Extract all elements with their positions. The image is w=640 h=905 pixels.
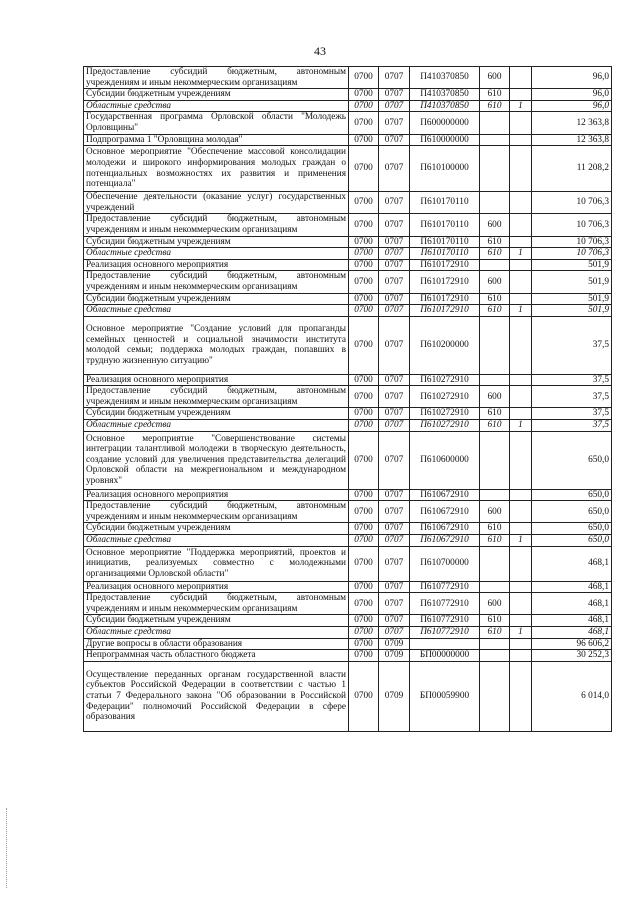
row-funding-source: 1	[510, 627, 532, 639]
row-section: 0700	[349, 214, 379, 236]
row-name: Реализация основного мероприятия	[84, 581, 349, 593]
row-expense-type	[480, 638, 510, 650]
table-row	[84, 214, 612, 236]
row-name: Основное мероприятие "Обеспечение массовой консолидации молодежи и широкого информирования молодых граждан о потенциальных возможностях их развития и применения потенциала"	[84, 146, 349, 192]
table-row	[84, 112, 612, 134]
row-subsection: 0707	[379, 100, 410, 112]
row-section: 0700	[349, 431, 379, 489]
row-amount: 650,0	[532, 523, 612, 535]
table-row	[84, 192, 612, 214]
row-target-article: П610172910	[410, 259, 480, 271]
row-expense-type	[480, 316, 510, 374]
table-row	[84, 489, 612, 501]
row-subsection: 0707	[379, 259, 410, 271]
row-name: Государственная программа Орловской области "Молодежь Орловщины"	[84, 112, 349, 134]
row-name: Областные средства	[84, 100, 349, 112]
table-row	[84, 316, 612, 374]
row-expense-type	[480, 489, 510, 501]
row-subsection: 0707	[379, 386, 410, 408]
row-section: 0700	[349, 650, 379, 662]
row-funding-source	[510, 259, 532, 271]
row-target-article: П610672910	[410, 489, 480, 501]
row-funding-source	[510, 236, 532, 248]
row-subsection: 0707	[379, 305, 410, 317]
row-name: Обеспечение деятельности (оказание услуг) государственных учреждений	[84, 192, 349, 214]
row-amount: 501,9	[532, 271, 612, 293]
row-expense-type: 600	[480, 593, 510, 615]
table-row	[84, 535, 612, 547]
row-target-article: П610170110	[410, 192, 480, 214]
row-funding-source: 1	[510, 100, 532, 112]
row-expense-type: 610	[480, 305, 510, 317]
row-amount: 468,1	[532, 593, 612, 615]
row-target-article: П410370850	[410, 100, 480, 112]
row-name: Областные средства	[84, 248, 349, 260]
row-funding-source	[510, 431, 532, 489]
table-row	[84, 374, 612, 386]
row-funding-source: 1	[510, 248, 532, 260]
row-subsection: 0707	[379, 501, 410, 523]
row-name: Областные средства	[84, 535, 349, 547]
row-target-article: П610772910	[410, 581, 480, 593]
table-row	[84, 408, 612, 420]
row-expense-type: 610	[480, 420, 510, 432]
table-row	[84, 615, 612, 627]
row-name: Другие вопросы в области образования	[84, 638, 349, 650]
row-amount: 11 208,2	[532, 146, 612, 192]
row-name: Предоставление субсидий бюджетным, автономным учреждениям и иным некоммерческим организациям	[84, 271, 349, 293]
row-target-article: П610000000	[410, 134, 480, 146]
row-section: 0700	[349, 408, 379, 420]
row-funding-source	[510, 523, 532, 535]
table-row	[84, 523, 612, 535]
margin-dots	[6, 808, 9, 888]
row-subsection: 0707	[379, 134, 410, 146]
row-expense-type	[480, 259, 510, 271]
page-number: 43	[314, 44, 326, 58]
row-section: 0700	[349, 615, 379, 627]
row-subsection: 0707	[379, 293, 410, 305]
row-section: 0700	[349, 546, 379, 581]
row-funding-source	[510, 89, 532, 101]
row-subsection: 0707	[379, 89, 410, 101]
row-target-article: П610672910	[410, 535, 480, 547]
row-subsection: 0707	[379, 316, 410, 374]
row-target-article: П610172910	[410, 305, 480, 317]
row-amount: 37,5	[532, 316, 612, 374]
row-expense-type: 610	[480, 408, 510, 420]
row-subsection: 0709	[379, 661, 410, 731]
row-section: 0700	[349, 100, 379, 112]
row-name: Предоставление субсидий бюджетным, автономным учреждениям и иным некоммерческим организациям	[84, 593, 349, 615]
row-amount: 650,0	[532, 501, 612, 523]
row-funding-source	[510, 593, 532, 615]
row-expense-type	[480, 374, 510, 386]
row-name: Непрограммная часть областного бюджета	[84, 650, 349, 662]
row-funding-source	[510, 134, 532, 146]
table-row	[84, 259, 612, 271]
row-expense-type: 610	[480, 627, 510, 639]
row-name: Субсидии бюджетным учреждениям	[84, 89, 349, 101]
table-row	[84, 248, 612, 260]
row-expense-type: 610	[480, 523, 510, 535]
table-row	[84, 67, 612, 89]
row-name: Реализация основного мероприятия	[84, 489, 349, 501]
row-name: Субсидии бюджетным учреждениям	[84, 615, 349, 627]
row-expense-type: 610	[480, 535, 510, 547]
row-expense-type: 600	[480, 501, 510, 523]
row-subsection: 0707	[379, 489, 410, 501]
row-funding-source	[510, 374, 532, 386]
row-target-article: П610100000	[410, 146, 480, 192]
row-amount: 501,9	[532, 293, 612, 305]
row-expense-type	[480, 650, 510, 662]
row-subsection: 0707	[379, 271, 410, 293]
row-target-article: П610170110	[410, 236, 480, 248]
row-target-article: П610170110	[410, 214, 480, 236]
row-target-article: П610272910	[410, 374, 480, 386]
row-target-article: П410370850	[410, 89, 480, 101]
table-row	[84, 146, 612, 192]
row-section: 0700	[349, 420, 379, 432]
row-amount: 37,5	[532, 420, 612, 432]
row-amount: 501,9	[532, 259, 612, 271]
row-subsection: 0707	[379, 112, 410, 134]
row-expense-type: 610	[480, 236, 510, 248]
table-row	[84, 501, 612, 523]
row-funding-source	[510, 501, 532, 523]
row-section: 0700	[349, 501, 379, 523]
row-target-article: П610672910	[410, 523, 480, 535]
row-target-article: П610172910	[410, 293, 480, 305]
row-target-article: П610772910	[410, 627, 480, 639]
row-subsection: 0707	[379, 248, 410, 260]
row-name: Предоставление субсидий бюджетным, автономным учреждениям и иным некоммерческим организациям	[84, 67, 349, 89]
row-section: 0700	[349, 386, 379, 408]
row-name: Субсидии бюджетным учреждениям	[84, 293, 349, 305]
row-amount: 10 706,3	[532, 248, 612, 260]
row-expense-type: 610	[480, 248, 510, 260]
table-row	[84, 100, 612, 112]
row-expense-type: 610	[480, 615, 510, 627]
row-target-article: П610172910	[410, 271, 480, 293]
table-row	[84, 305, 612, 317]
row-section: 0700	[349, 535, 379, 547]
row-amount: 6 014,0	[532, 661, 612, 731]
row-section: 0700	[349, 293, 379, 305]
row-section: 0700	[349, 374, 379, 386]
row-name: Предоставление субсидий бюджетным, автономным учреждениям и иным некоммерческим организациям	[84, 214, 349, 236]
row-name: Областные средства	[84, 627, 349, 639]
row-expense-type	[480, 134, 510, 146]
row-funding-source: 1	[510, 420, 532, 432]
row-subsection: 0709	[379, 650, 410, 662]
row-name: Основное мероприятие "Совершенствование системы интеграции талантливой молодежи в творческую деятельность, создание условий для увеличения представительства делегаций Орловской области на межрегиональном и международном уровнях"	[84, 431, 349, 489]
row-target-article: П610772910	[410, 593, 480, 615]
row-expense-type	[480, 581, 510, 593]
table-row	[84, 431, 612, 489]
table-row	[84, 89, 612, 101]
row-amount: 468,1	[532, 581, 612, 593]
row-expense-type: 610	[480, 293, 510, 305]
row-funding-source	[510, 650, 532, 662]
row-target-article: П610272910	[410, 408, 480, 420]
row-name: Предоставление субсидий бюджетным, автономным учреждениям и иным некоммерческим организациям	[84, 501, 349, 523]
row-amount: 30 252,3	[532, 650, 612, 662]
row-funding-source	[510, 615, 532, 627]
row-target-article: П410370850	[410, 67, 480, 89]
row-section: 0700	[349, 146, 379, 192]
row-subsection: 0707	[379, 593, 410, 615]
row-funding-source	[510, 192, 532, 214]
row-section: 0700	[349, 134, 379, 146]
row-amount: 96,0	[532, 100, 612, 112]
row-name: Субсидии бюджетным учреждениям	[84, 236, 349, 248]
row-section: 0700	[349, 192, 379, 214]
row-section: 0700	[349, 67, 379, 89]
row-target-article: П610700000	[410, 546, 480, 581]
row-subsection: 0707	[379, 546, 410, 581]
table-row	[84, 271, 612, 293]
row-target-article: П610672910	[410, 501, 480, 523]
row-section: 0700	[349, 236, 379, 248]
row-section: 0700	[349, 523, 379, 535]
row-name: Основное мероприятие "Поддержка мероприятий, проектов и инициатив, реализуемых совместно с молодежными организациями Орловской области"	[84, 546, 349, 581]
row-subsection: 0707	[379, 431, 410, 489]
row-amount: 37,5	[532, 374, 612, 386]
row-target-article: П610272910	[410, 420, 480, 432]
table-row	[84, 236, 612, 248]
table-row	[84, 293, 612, 305]
table-row	[84, 386, 612, 408]
row-amount: 37,5	[532, 386, 612, 408]
row-section: 0700	[349, 661, 379, 731]
row-funding-source	[510, 67, 532, 89]
row-subsection: 0707	[379, 236, 410, 248]
budget-table	[83, 66, 612, 732]
row-section: 0700	[349, 89, 379, 101]
row-funding-source	[510, 214, 532, 236]
row-funding-source	[510, 489, 532, 501]
row-amount: 10 706,3	[532, 192, 612, 214]
row-target-article: П610272910	[410, 386, 480, 408]
row-funding-source	[510, 581, 532, 593]
row-section: 0700	[349, 593, 379, 615]
row-name: Субсидии бюджетным учреждениям	[84, 523, 349, 535]
row-section: 0700	[349, 248, 379, 260]
row-amount: 650,0	[532, 535, 612, 547]
row-subsection: 0707	[379, 420, 410, 432]
row-funding-source	[510, 293, 532, 305]
row-amount: 468,1	[532, 615, 612, 627]
row-funding-source	[510, 112, 532, 134]
row-amount: 12 363,8	[532, 112, 612, 134]
row-amount: 501,9	[532, 305, 612, 317]
row-target-article: П610170110	[410, 248, 480, 260]
row-name: Областные средства	[84, 420, 349, 432]
row-expense-type	[480, 661, 510, 731]
row-funding-source	[510, 271, 532, 293]
row-amount: 37,5	[532, 408, 612, 420]
row-subsection: 0707	[379, 67, 410, 89]
row-amount: 650,0	[532, 431, 612, 489]
row-name: Областные средства	[84, 305, 349, 317]
row-expense-type	[480, 112, 510, 134]
row-subsection: 0707	[379, 581, 410, 593]
table-row	[84, 134, 612, 146]
row-subsection: 0707	[379, 214, 410, 236]
row-expense-type	[480, 431, 510, 489]
row-amount: 10 706,3	[532, 214, 612, 236]
row-subsection: 0707	[379, 535, 410, 547]
row-subsection: 0707	[379, 192, 410, 214]
row-funding-source: 1	[510, 305, 532, 317]
row-section: 0700	[349, 271, 379, 293]
row-target-article: БП00059900	[410, 661, 480, 731]
table-row	[84, 420, 612, 432]
row-name: Основное мероприятие "Создание условий для пропаганды семейных ценностей и социальной значимости института молодой семьи; поддержка молодых граждан, попавших в трудную жизненную ситуацию"	[84, 316, 349, 374]
row-subsection: 0709	[379, 638, 410, 650]
table-row	[84, 593, 612, 615]
table-row	[84, 546, 612, 581]
row-funding-source	[510, 546, 532, 581]
row-name: Реализация основного мероприятия	[84, 374, 349, 386]
row-expense-type: 600	[480, 386, 510, 408]
row-funding-source	[510, 386, 532, 408]
table-row	[84, 627, 612, 639]
row-name: Субсидии бюджетным учреждениям	[84, 408, 349, 420]
row-name: Осуществление переданных органам государственной власти субъектов Российской Федерации в соответствии с частью 1 статьи 7 Федерального закона "Об образовании в Российской Федерации" полномочий Российской Федерации в сфере образования	[84, 661, 349, 731]
row-target-article: БП00000000	[410, 650, 480, 662]
row-funding-source	[510, 638, 532, 650]
row-amount: 12 363,8	[532, 134, 612, 146]
row-section: 0700	[349, 316, 379, 374]
row-funding-source	[510, 316, 532, 374]
row-funding-source	[510, 146, 532, 192]
row-subsection: 0707	[379, 408, 410, 420]
row-name: Предоставление субсидий бюджетным, автономным учреждениям и иным некоммерческим организациям	[84, 386, 349, 408]
row-amount: 96 606,2	[532, 638, 612, 650]
row-subsection: 0707	[379, 374, 410, 386]
row-target-article: П600000000	[410, 112, 480, 134]
table-row	[84, 581, 612, 593]
row-expense-type: 600	[480, 67, 510, 89]
row-section: 0700	[349, 581, 379, 593]
row-expense-type: 600	[480, 214, 510, 236]
row-funding-source	[510, 408, 532, 420]
row-name: Реализация основного мероприятия	[84, 259, 349, 271]
row-amount: 10 706,3	[532, 236, 612, 248]
row-section: 0700	[349, 627, 379, 639]
row-expense-type	[480, 546, 510, 581]
row-subsection: 0707	[379, 523, 410, 535]
row-section: 0700	[349, 259, 379, 271]
row-expense-type: 600	[480, 271, 510, 293]
row-expense-type	[480, 146, 510, 192]
budget-table-body	[84, 67, 612, 732]
row-subsection: 0707	[379, 615, 410, 627]
row-target-article	[410, 638, 480, 650]
row-amount: 468,1	[532, 627, 612, 639]
table-row	[84, 650, 612, 662]
row-funding-source: 1	[510, 535, 532, 547]
row-name: Подпрограмма 1 "Орловщина молодая"	[84, 134, 349, 146]
table-row	[84, 638, 612, 650]
row-section: 0700	[349, 112, 379, 134]
row-amount: 650,0	[532, 489, 612, 501]
row-section: 0700	[349, 489, 379, 501]
row-funding-source	[510, 661, 532, 731]
table-row	[84, 661, 612, 731]
row-subsection: 0707	[379, 146, 410, 192]
row-section: 0700	[349, 305, 379, 317]
row-amount: 96,0	[532, 67, 612, 89]
row-target-article: П610600000	[410, 431, 480, 489]
row-amount: 96,0	[532, 89, 612, 101]
row-target-article: П610772910	[410, 615, 480, 627]
row-subsection: 0707	[379, 627, 410, 639]
row-amount: 468,1	[532, 546, 612, 581]
row-section: 0700	[349, 638, 379, 650]
row-expense-type	[480, 192, 510, 214]
row-target-article: П610200000	[410, 316, 480, 374]
row-expense-type: 610	[480, 89, 510, 101]
row-expense-type: 610	[480, 100, 510, 112]
